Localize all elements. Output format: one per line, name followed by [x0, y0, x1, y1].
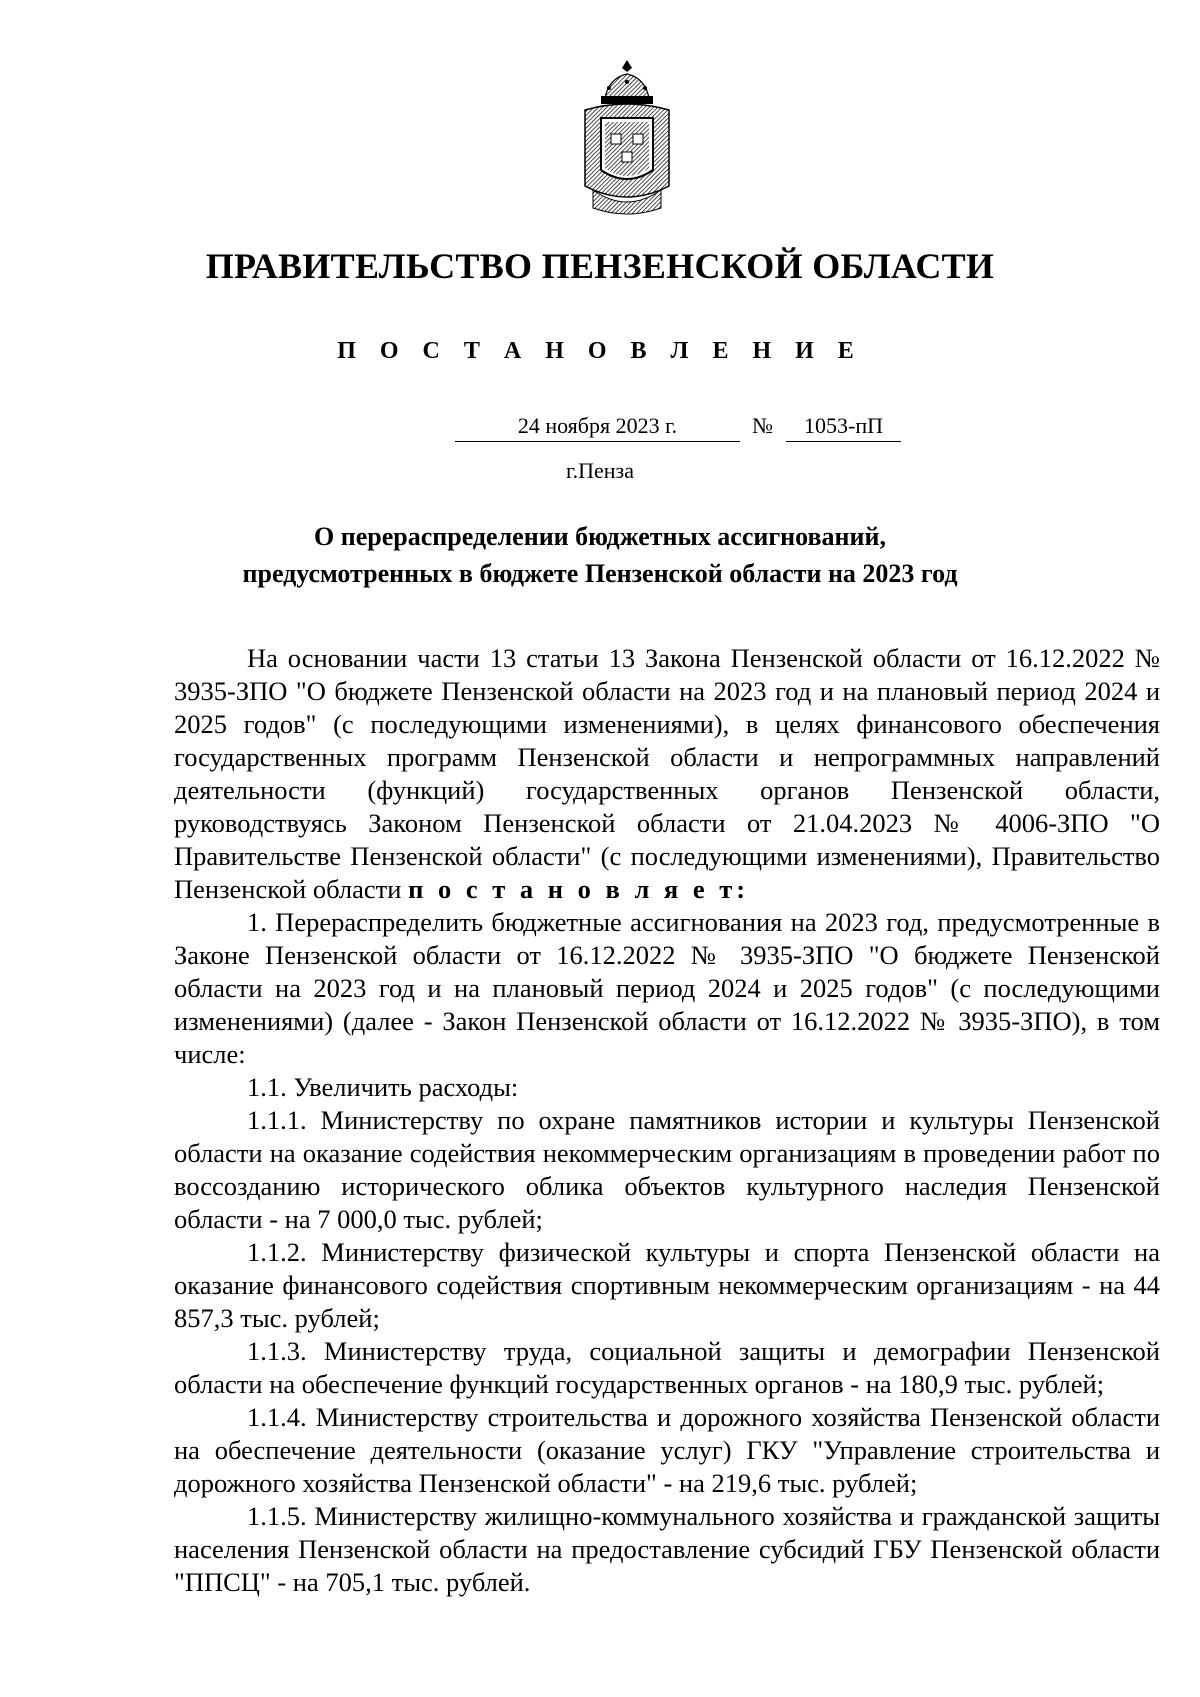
subject-line-2: предусмотренных в бюджете Пензенской области на 2023 год: [242, 559, 958, 588]
preamble-text: На основании части 13 статьи 13 Закона Пензенской области от 16.12.2022 № 3935-ЗПО "О бюджете Пензенской области на 2023 год и на плановый период 2024 и 2025 годов" (с последующими изменениями), в целях финансового обеспечения государственных программ Пензенской области и непрограммных направлений деятельности (функций) государственных органов Пензенской области, руководствуясь Законом Пензенской области от 21.04.2023 № 4006-ЗПО "О Правительстве Пензенской области" (с последующими изменениями), Правительство Пензенской области: [174, 643, 1160, 904]
paragraph-1-1: 1.1. Увеличить расходы:: [247, 1072, 519, 1102]
subject-line-1: О перераспределении бюджетных ассигнований,: [314, 522, 886, 551]
document-subject: [0, 518, 1200, 592]
paragraph-1-1-5: 1.1.5. Министерству жилищно-коммунального хозяйства и гражданской защиты населения Пензенской области на предоставление субсидий ГБУ Пензенской области "ППСЦ" - на 705,1 тыс. рублей.: [174, 1501, 1160, 1597]
paragraph-1-1-3: 1.1.3. Министерству труда, социальной защиты и демографии Пензенской области на обеспечение функций государственных органов - на 180,9 тыс. рублей;: [174, 1336, 1160, 1399]
document-number: 1053-пП: [786, 413, 901, 442]
resolves-word: п о с т а н о в л я е т:: [408, 874, 750, 904]
document-date: 24 ноября 2023 г.: [455, 413, 740, 442]
paragraph-1-1-4: 1.1.4. Министерству строительства и дорожного хозяйства Пензенской области на обеспечение деятельности (оказание услуг) ГКУ "Управление строительства и дорожного хозяйства Пензенской области" - на 219,6 тыс. рублей;: [174, 1402, 1160, 1498]
paragraph-1: 1. Перераспределить бюджетные ассигнования на 2023 год, предусмотренные в Законе Пензенской области от 16.12.2022 № 3935-ЗПО "О бюджете Пензенской области на 2023 год и на плановый период 2024 и 2025 годов" (с последующими изменениями) (далее - Закон Пензенской области от 16.12.2022 № 3935-ЗПО), в том числе:: [174, 907, 1160, 1069]
paragraph-1-1-2: 1.1.2. Министерству физической культуры и спорта Пензенской области на оказание финансового содействия спортивным некоммерческим организациям - на 44 857,3 тыс. рублей;: [174, 1237, 1160, 1333]
document-type: П О С Т А Н О В Л Е Н И Е: [337, 338, 863, 364]
preamble-paragraph: [174, 642, 1160, 906]
organization-title: ПРАВИТЕЛЬСТВО ПЕНЗЕНСКОЙ ОБЛАСТИ: [205, 246, 995, 286]
document-body: [174, 642, 1160, 1599]
document-city: г.Пенза: [566, 458, 634, 483]
paragraph-1-1-1: 1.1.1. Министерству по охране памятников истории и культуры Пензенской области на оказание содействия некоммерческим организациям в проведении работ по воссозданию исторического облика объектов культурного наследия Пензенской области - на 7 000,0 тыс. рублей;: [174, 1105, 1160, 1234]
number-sign: №: [752, 413, 773, 438]
coat-of-arms-emblem: [575, 58, 679, 218]
